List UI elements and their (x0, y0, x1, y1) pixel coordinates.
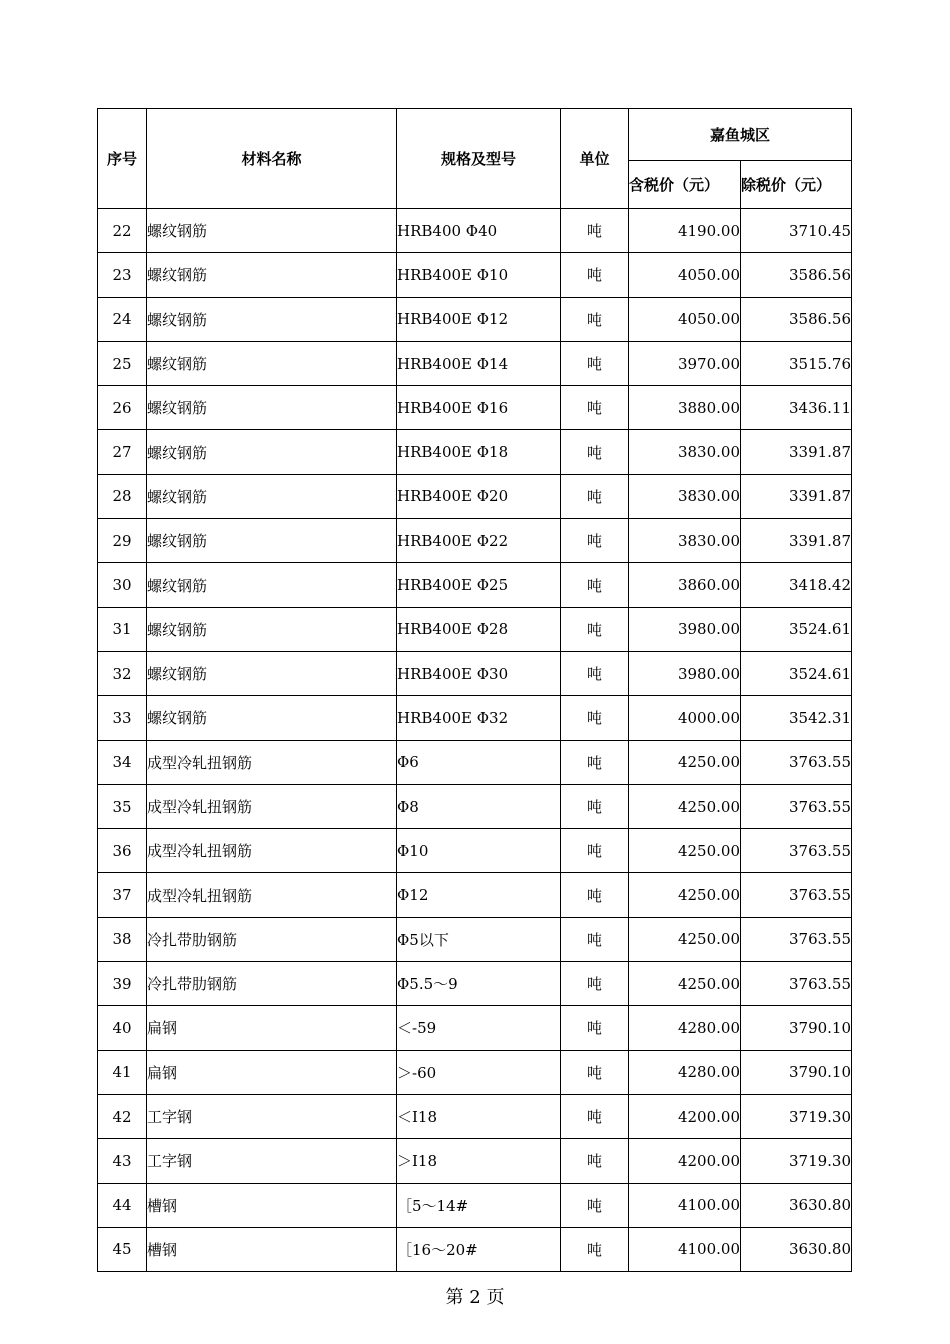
cell-no: 23 (98, 253, 147, 297)
header-unit: 单位 (561, 109, 629, 209)
cell-price-notax: 3515.76 (741, 341, 852, 385)
cell-unit: 吨 (561, 1006, 629, 1050)
cell-unit: 吨 (561, 1183, 629, 1227)
cell-material-name: 成型冷轧扭钢筋 (147, 873, 397, 917)
cell-material-name: 螺纹钢筋 (147, 651, 397, 695)
cell-material-name: 螺纹钢筋 (147, 474, 397, 518)
table-row (98, 430, 852, 474)
cell-material-name: 扁钢 (147, 1050, 397, 1094)
cell-spec: HRB400E Φ18 (397, 430, 561, 474)
cell-no: 45 (98, 1227, 147, 1271)
cell-price-notax: 3391.87 (741, 519, 852, 563)
cell-material-name: 螺纹钢筋 (147, 341, 397, 385)
cell-price-notax: 3710.45 (741, 209, 852, 253)
cell-material-name: 螺纹钢筋 (147, 696, 397, 740)
cell-spec: HRB400E Φ10 (397, 253, 561, 297)
cell-price-notax: 3586.56 (741, 297, 852, 341)
table-row (98, 253, 852, 297)
cell-material-name: 螺纹钢筋 (147, 607, 397, 651)
cell-spec: HRB400E Φ20 (397, 474, 561, 518)
cell-price-tax: 3830.00 (629, 474, 741, 518)
cell-unit: 吨 (561, 297, 629, 341)
cell-price-notax: 3763.55 (741, 917, 852, 961)
cell-no: 30 (98, 563, 147, 607)
cell-unit: 吨 (561, 341, 629, 385)
table-row (98, 563, 852, 607)
cell-price-tax: 3980.00 (629, 607, 741, 651)
cell-no: 24 (98, 297, 147, 341)
price-sheet (97, 108, 851, 1272)
cell-price-tax: 4100.00 (629, 1227, 741, 1271)
cell-spec: ［5～14# (397, 1183, 561, 1227)
cell-no: 42 (98, 1094, 147, 1138)
cell-unit: 吨 (561, 962, 629, 1006)
cell-unit: 吨 (561, 696, 629, 740)
cell-price-tax: 3970.00 (629, 341, 741, 385)
cell-material-name: 工字钢 (147, 1094, 397, 1138)
cell-no: 40 (98, 1006, 147, 1050)
cell-no: 38 (98, 917, 147, 961)
table-row (98, 386, 852, 430)
cell-spec: ＞Ⅰ18 (397, 1139, 561, 1183)
cell-unit: 吨 (561, 607, 629, 651)
cell-price-tax: 4200.00 (629, 1094, 741, 1138)
cell-price-notax: 3763.55 (741, 740, 852, 784)
cell-spec: HRB400 Φ40 (397, 209, 561, 253)
cell-spec: Φ6 (397, 740, 561, 784)
cell-unit: 吨 (561, 563, 629, 607)
cell-price-notax: 3524.61 (741, 607, 852, 651)
table-row (98, 873, 852, 917)
cell-spec: ＜Ⅰ18 (397, 1094, 561, 1138)
cell-spec: HRB400E Φ30 (397, 651, 561, 695)
cell-price-notax: 3524.61 (741, 651, 852, 695)
cell-spec: Φ10 (397, 829, 561, 873)
cell-no: 22 (98, 209, 147, 253)
cell-spec: ＜-59 (397, 1006, 561, 1050)
cell-price-tax: 4250.00 (629, 784, 741, 828)
cell-price-notax: 3763.55 (741, 962, 852, 1006)
cell-unit: 吨 (561, 784, 629, 828)
table-row (98, 474, 852, 518)
cell-material-name: 槽钢 (147, 1227, 397, 1271)
cell-price-notax: 3436.11 (741, 386, 852, 430)
cell-material-name: 螺纹钢筋 (147, 430, 397, 474)
header-material-name: 材料名称 (147, 109, 397, 209)
cell-price-tax: 4280.00 (629, 1050, 741, 1094)
cell-price-notax: 3719.30 (741, 1094, 852, 1138)
table-row (98, 297, 852, 341)
cell-material-name: 扁钢 (147, 1006, 397, 1050)
cell-spec: HRB400E Φ32 (397, 696, 561, 740)
table-row (98, 1139, 852, 1183)
cell-unit: 吨 (561, 740, 629, 784)
cell-spec: Φ5.5～9 (397, 962, 561, 1006)
cell-price-notax: 3586.56 (741, 253, 852, 297)
table-row (98, 1094, 852, 1138)
header-price-tax: 含税价（元） (629, 160, 741, 209)
cell-material-name: 冷扎带肋钢筋 (147, 917, 397, 961)
cell-unit: 吨 (561, 474, 629, 518)
cell-unit: 吨 (561, 209, 629, 253)
cell-material-name: 冷扎带肋钢筋 (147, 962, 397, 1006)
cell-material-name: 螺纹钢筋 (147, 297, 397, 341)
cell-unit: 吨 (561, 651, 629, 695)
cell-material-name: 工字钢 (147, 1139, 397, 1183)
table-row (98, 1227, 852, 1271)
cell-price-tax: 4250.00 (629, 873, 741, 917)
table-body (98, 209, 852, 1272)
cell-no: 27 (98, 430, 147, 474)
cell-price-notax: 3790.10 (741, 1050, 852, 1094)
cell-material-name: 螺纹钢筋 (147, 563, 397, 607)
header-no: 序号 (98, 109, 147, 209)
cell-spec: ［16～20# (397, 1227, 561, 1271)
cell-unit: 吨 (561, 917, 629, 961)
price-table (97, 108, 852, 1272)
cell-price-tax: 3830.00 (629, 519, 741, 563)
cell-price-notax: 3391.87 (741, 474, 852, 518)
table-row (98, 917, 852, 961)
table-header (98, 109, 852, 209)
cell-unit: 吨 (561, 1094, 629, 1138)
cell-unit: 吨 (561, 1050, 629, 1094)
cell-spec: HRB400E Φ25 (397, 563, 561, 607)
cell-material-name: 螺纹钢筋 (147, 519, 397, 563)
cell-spec: Φ5以下 (397, 917, 561, 961)
cell-material-name: 成型冷轧扭钢筋 (147, 829, 397, 873)
cell-spec: HRB400E Φ12 (397, 297, 561, 341)
cell-no: 34 (98, 740, 147, 784)
cell-unit: 吨 (561, 253, 629, 297)
cell-unit: 吨 (561, 1139, 629, 1183)
cell-spec: Φ8 (397, 784, 561, 828)
cell-price-tax: 4250.00 (629, 829, 741, 873)
table-row (98, 1006, 852, 1050)
header-price-notax: 除税价（元） (741, 160, 852, 209)
cell-unit: 吨 (561, 386, 629, 430)
cell-price-tax: 4280.00 (629, 1006, 741, 1050)
cell-spec: HRB400E Φ22 (397, 519, 561, 563)
cell-price-tax: 4050.00 (629, 253, 741, 297)
header-spec: 规格及型号 (397, 109, 561, 209)
cell-price-notax: 3391.87 (741, 430, 852, 474)
cell-no: 44 (98, 1183, 147, 1227)
cell-material-name: 成型冷轧扭钢筋 (147, 784, 397, 828)
table-row (98, 1183, 852, 1227)
cell-no: 35 (98, 784, 147, 828)
cell-material-name: 成型冷轧扭钢筋 (147, 740, 397, 784)
cell-unit: 吨 (561, 829, 629, 873)
cell-unit: 吨 (561, 873, 629, 917)
header-region: 嘉鱼城区 (629, 109, 852, 161)
cell-unit: 吨 (561, 430, 629, 474)
cell-price-tax: 4250.00 (629, 962, 741, 1006)
table-row (98, 696, 852, 740)
cell-spec: HRB400E Φ16 (397, 386, 561, 430)
cell-price-notax: 3418.42 (741, 563, 852, 607)
cell-material-name: 槽钢 (147, 1183, 397, 1227)
cell-no: 39 (98, 962, 147, 1006)
cell-price-tax: 4190.00 (629, 209, 741, 253)
cell-price-tax: 4050.00 (629, 297, 741, 341)
cell-unit: 吨 (561, 1227, 629, 1271)
cell-no: 29 (98, 519, 147, 563)
cell-no: 33 (98, 696, 147, 740)
cell-spec: HRB400E Φ28 (397, 607, 561, 651)
cell-price-tax: 3980.00 (629, 651, 741, 695)
cell-price-tax: 3860.00 (629, 563, 741, 607)
cell-price-notax: 3763.55 (741, 784, 852, 828)
cell-no: 37 (98, 873, 147, 917)
cell-no: 36 (98, 829, 147, 873)
table-row (98, 784, 852, 828)
cell-no: 43 (98, 1139, 147, 1183)
cell-no: 41 (98, 1050, 147, 1094)
cell-spec: HRB400E Φ14 (397, 341, 561, 385)
cell-unit: 吨 (561, 519, 629, 563)
cell-material-name: 螺纹钢筋 (147, 253, 397, 297)
cell-price-notax: 3542.31 (741, 696, 852, 740)
cell-price-notax: 3790.10 (741, 1006, 852, 1050)
cell-price-notax: 3630.80 (741, 1227, 852, 1271)
cell-price-tax: 4200.00 (629, 1139, 741, 1183)
cell-price-tax: 4100.00 (629, 1183, 741, 1227)
cell-price-notax: 3630.80 (741, 1183, 852, 1227)
cell-price-tax: 4000.00 (629, 696, 741, 740)
table-row (98, 341, 852, 385)
cell-price-notax: 3719.30 (741, 1139, 852, 1183)
cell-price-notax: 3763.55 (741, 829, 852, 873)
cell-no: 26 (98, 386, 147, 430)
cell-no: 31 (98, 607, 147, 651)
cell-no: 25 (98, 341, 147, 385)
table-row (98, 651, 852, 695)
cell-no: 32 (98, 651, 147, 695)
cell-price-tax: 4250.00 (629, 740, 741, 784)
cell-spec: ＞-60 (397, 1050, 561, 1094)
table-row (98, 209, 852, 253)
cell-price-tax: 4250.00 (629, 917, 741, 961)
cell-price-tax: 3830.00 (629, 430, 741, 474)
table-row (98, 829, 852, 873)
cell-price-tax: 3880.00 (629, 386, 741, 430)
table-row (98, 740, 852, 784)
table-row (98, 962, 852, 1006)
page-number: 第 2 页 (445, 1287, 505, 1308)
cell-material-name: 螺纹钢筋 (147, 209, 397, 253)
table-row (98, 1050, 852, 1094)
cell-spec: Φ12 (397, 873, 561, 917)
table-row (98, 519, 852, 563)
table-row (98, 607, 852, 651)
cell-no: 28 (98, 474, 147, 518)
cell-material-name: 螺纹钢筋 (147, 386, 397, 430)
cell-price-notax: 3763.55 (741, 873, 852, 917)
